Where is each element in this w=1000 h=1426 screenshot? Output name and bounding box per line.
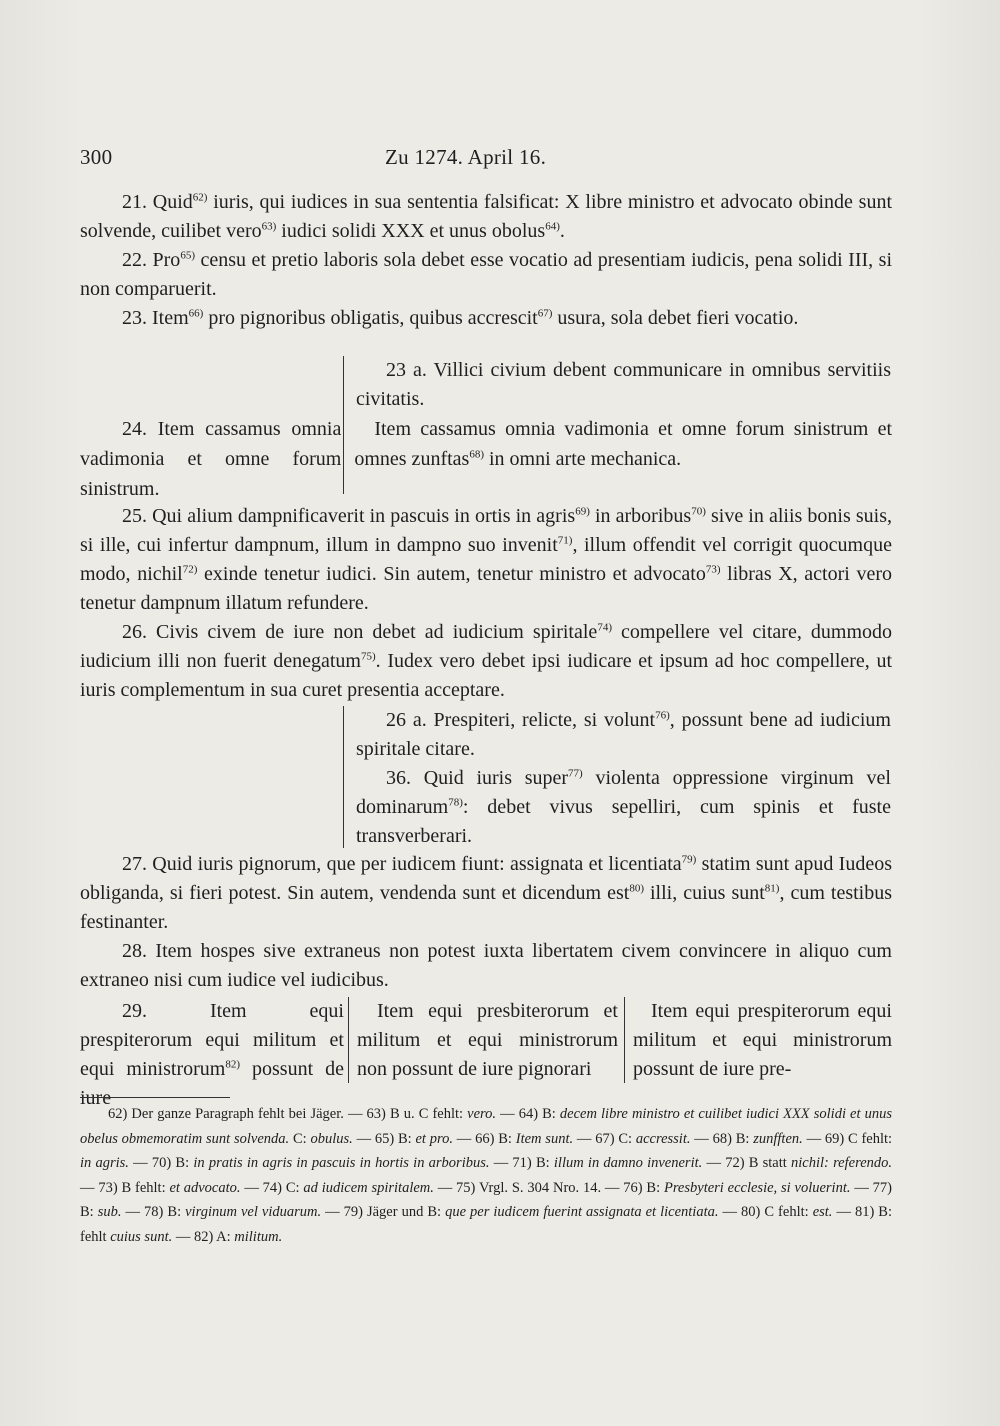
- footnote-run: — 77) B:: [80, 1179, 892, 1220]
- text-block-21-23: [80, 188, 892, 333]
- footnote-variant: et advocato.: [169, 1179, 241, 1196]
- footnote-ref: 81): [764, 882, 780, 895]
- paragraph-25: 25. Qui alium dampnificaverit in pascuis in ortis in agris$^{69)}$ in arboribus$^{70)}$ sive in aliis bonis suis, si ille, cui infertur dampnum, illum in dampno suo invenit$^{71)}$, illum offendit vel corrigit quocumque modo, nichil$^{72)}$ exinde tenetur iudici. Sin autem, tenetur ministro et advocato$^{73)}$ libras X, actori vero tenetur dampnum illatum refundere.: [80, 505, 893, 614]
- footnote-ref: 70): [691, 505, 706, 518]
- footnote-ref: 74): [597, 621, 612, 634]
- footnote-variant: accressit.: [635, 1130, 691, 1147]
- footnote-ref: 80): [629, 882, 644, 895]
- footnote-run: — 68) B:: [690, 1130, 754, 1147]
- footnote-variant: obulus.: [310, 1130, 353, 1147]
- footnote-run: — 72) B statt: [702, 1155, 792, 1171]
- footnote-variant: decem libre ministro et cuilibet iudici XXX solidi et unus obelus obmemoratim sunt solvenda.: [80, 1106, 893, 1147]
- footnote-ref: 64): [545, 220, 560, 233]
- footnote-ref: 75): [361, 650, 376, 663]
- footnote-run: — 81) B: fehlt: [80, 1204, 893, 1245]
- running-title: Zu 1274. April 16.: [385, 145, 547, 169]
- footnote-ref: 68): [469, 448, 484, 461]
- footnote-ref: 79): [681, 853, 697, 866]
- footnote-ref: 82): [225, 1058, 240, 1071]
- footnotes: [80, 1102, 892, 1249]
- footnote-run: — 65) B:: [352, 1130, 416, 1147]
- text-block-27-28: [80, 850, 892, 995]
- footnote-run: — 69) C fehlt:: [802, 1130, 893, 1147]
- footnote-run: — 66) B:: [453, 1130, 516, 1147]
- footnote-run: — 74) C:: [240, 1179, 304, 1196]
- paragraph-26: 26. Civis civem de iure non debet ad iudicium spiritale$^{74)}$ compellere vel citare, dummodo iudicium illi non fuerit denegatum$^{75)}$. Iudex vero debet ipsi iudicare et ipsum ad hoc compellere, ut iuris complementum in sua curet presentia acceptare.: [80, 621, 892, 701]
- footnote-variant: in pratis in agris in pascuis in hortis in arboribus.: [193, 1155, 490, 1171]
- footnote-run: — 73) B fehlt:: [80, 1179, 170, 1196]
- footnote-ref: 71): [557, 534, 573, 547]
- footnote-variant: illum in damno invenerit.: [553, 1155, 703, 1171]
- footnote-variant: cuius sunt.: [110, 1228, 173, 1245]
- running-header: [80, 145, 890, 175]
- footnote-run: 62) Der ganze Paragraph fehlt bei Jäger. — 63) B u. C fehlt:: [108, 1106, 468, 1122]
- footnote-run: — 71) B:: [489, 1155, 554, 1171]
- paragraph-23: 23. Item$^{66)}$ pro pignoribus obligatis, quibus accrescit$^{67)}$ usura, sola debet fieri vocatio.: [122, 307, 799, 329]
- footnote-variant: sub.: [97, 1204, 122, 1220]
- footnote-variant: nichil: referendo.: [791, 1155, 893, 1171]
- footnote-run: — 82) A:: [172, 1228, 235, 1245]
- paragraph-28: 28. Item hospes sive extraneus non potest iuxta libertatem civem convincere in aliquo cum extraneo nisi cum iudice vel iudicibus.: [80, 940, 892, 991]
- footnote-variant: que per iudicem fuerint assignata et licentiata.: [445, 1204, 719, 1220]
- footnote-ref: 67): [537, 307, 553, 320]
- page-number: 300: [80, 145, 113, 169]
- footnote-variant: Item sunt.: [515, 1130, 574, 1147]
- paragraph-27: 27. Quid iuris pignorum, que per iudicem fiunt: assignata et licentiata$^{79)}$ statim sunt apud Iudeos obliganda, si fieri potest. Sin autem, vendenda sunt et dicendum est$^{80)}$ illi, cuius sunt$^{81)}$, cum testibus festinanter.: [80, 853, 892, 933]
- footnote-variant: ad iudicem spiritalem.: [303, 1179, 434, 1196]
- footnote-ref: 78): [448, 796, 463, 809]
- text-block-25-26: [80, 502, 892, 705]
- footnote-ref: 72): [182, 563, 198, 576]
- paragraph-23a: 23 a. Villici civium debent communicare in omnibus servitiis civitatis.: [343, 356, 891, 414]
- footnote-run: — 64) B:: [496, 1106, 560, 1122]
- footnote-run: — 78) B:: [121, 1204, 186, 1220]
- footnote-ref: 77): [568, 767, 583, 780]
- indented-block-26a-36: [343, 706, 891, 848]
- footnote-variant: et pro.: [415, 1130, 453, 1147]
- footnote-variant: Presbyteri ecclesie, si voluerint.: [663, 1179, 851, 1196]
- footnote-ref: 69): [575, 505, 590, 518]
- footnote-variant: est.: [812, 1204, 833, 1220]
- footnote-run: C:: [289, 1130, 311, 1147]
- footnote-separator: [80, 1097, 230, 1098]
- footnote-run: — 75) Vrgl. S. 304 Nro. 14. — 76) B:: [433, 1179, 664, 1196]
- footnote-ref: 62): [192, 191, 208, 204]
- footnote-ref: 66): [188, 307, 204, 320]
- footnote-variant: virginum vel viduarum.: [185, 1204, 322, 1220]
- paragraph-24-left: 24. Item cassamus omnia vadimonia et omne forum sinistrum.: [80, 418, 342, 500]
- paragraph-29-right: Item equi prespiterorum equi militum et equi ministrorum possunt de iure pre-: [624, 997, 892, 1083]
- footnote-text: [80, 1102, 892, 1249]
- footnote-variant: vero.: [467, 1106, 497, 1122]
- footnote-run: — 80) C fehlt:: [718, 1204, 813, 1220]
- footnote-run: — 67) C:: [573, 1130, 636, 1147]
- footnote-variant: zunfften.: [753, 1130, 803, 1147]
- footnote-ref: 63): [261, 220, 277, 233]
- paragraph-26a: 26 a. Prespiteri, relicte, si volunt$^{76)}$, possunt bene ad iudicium spiritale citare.: [356, 709, 891, 760]
- paragraph-29-left: 29. Item equi prespiterorum equi militum et equi ministrorum$^{82)}$ possunt de iure: [80, 1000, 344, 1109]
- paragraph-22: 22. Pro$^{65)}$ censu et pretio laboris sola debet esse vocatio ad presentiam iudicis, pena solidi III, si non comparuerit.: [80, 249, 892, 300]
- paragraph-24-columns: [80, 414, 892, 500]
- footnote-ref: 73): [705, 563, 721, 576]
- paragraph-29-columns: [80, 997, 892, 1109]
- footnote-run: — 70) B:: [128, 1155, 194, 1171]
- footnote-variant: militum.: [234, 1228, 283, 1245]
- footnote-variant: in agris.: [80, 1155, 129, 1171]
- paragraph-36: 36. Quid iuris super$^{77)}$ violenta oppressione virginum vel dominarum$^{78)}$: debet vivus sepelliri, cum spinis et fuste transverberari.: [356, 767, 891, 847]
- footnote-run: — 79) Jäger und B:: [321, 1204, 446, 1220]
- paragraph-24-right: Item cassamus omnia vadimonia et omne forum sinistrum et omnes zunftas$^{68)}$ in omni arte mechanica.: [343, 414, 892, 494]
- paragraph-29-middle: Item equi presbiterorum et militum et equi ministrorum non possunt de iure pignorari: [348, 997, 624, 1083]
- paragraph-21: 21. Quid$^{62)}$ iuris, qui iudices in sua sententia falsificat: X libre ministro et advocato obinde sunt solvende, cuilibet vero$^{63)}$ iudici solidi XXX et unus obolus$^{64)}$.: [80, 191, 892, 242]
- footnote-ref: 65): [180, 249, 195, 262]
- footnote-ref: 76): [655, 709, 670, 722]
